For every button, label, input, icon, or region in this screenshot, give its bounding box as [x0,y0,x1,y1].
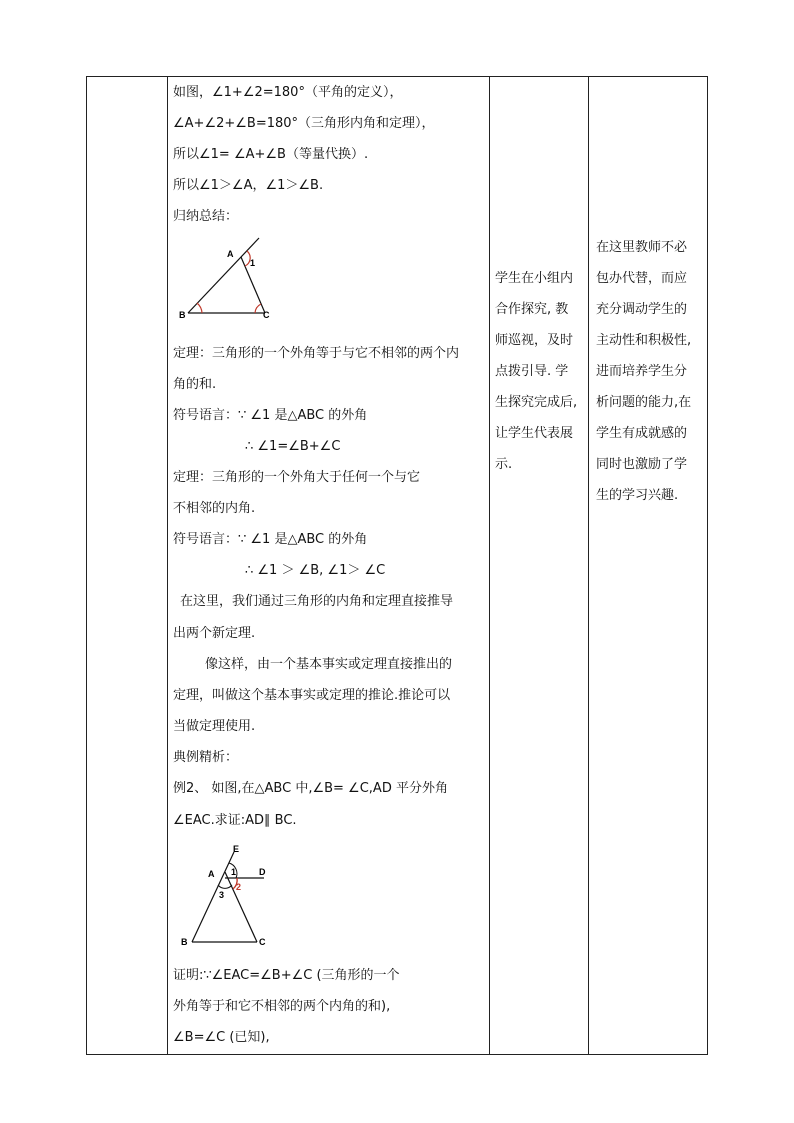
segment-BE [192,852,237,942]
student-activity-line: 师巡视，及时 [495,333,574,348]
student-activity-line: 合作探究, 教 [495,302,569,317]
text-line: 符号语言：∵ ∠1 是△ABC 的外角 [173,408,368,423]
design-intent-line: 在这里教师不必 [596,240,688,255]
design-intent-line: 充分调动学生的 [596,302,688,317]
angle-label-3: 3 [219,890,225,900]
vertex-label-A: A [227,249,234,259]
text-line: 像这样，由一个基本事实或定理直接推出的 [205,657,453,672]
text-line: 在这里，我们通过三角形的内角和定理直接推导 [180,594,454,609]
text-line: 所以∠1= ∠A+∠B（等量代换）. [173,147,369,162]
section-heading: 归纳总结： [173,209,239,224]
angle-label-2: 2 [236,882,242,892]
design-intent-line: 生的学习兴趣. [596,488,679,503]
design-intent-line: 包办代替，而应 [596,271,688,286]
text-line: ∠EAC.求证:AD∥ BC. [173,813,297,828]
triangle-exterior-angle-figure [175,232,275,322]
text-line: 定理：三角形的一个外角大于任何一个与它 [173,470,421,485]
text-line: 出两个新定理. [173,626,256,641]
text-line: ∠B=∠C (已知), [173,1030,270,1045]
angle-mark-3 [218,885,232,888]
section-heading: 典例精析： [173,750,239,765]
table-top-border [86,76,708,77]
column-divider-1 [167,76,168,1055]
vertex-label-A: A [208,869,215,879]
angle-mark-C [255,304,261,313]
student-activity-line: 示. [495,457,513,472]
angle-mark-B [197,303,202,313]
design-intent-line: 析问题的能力,在 [596,395,692,410]
table-left-border [86,76,87,1055]
text-line: 角的和. [173,377,217,392]
vertex-label-B: B [181,937,188,947]
vertex-label-C: C [263,310,270,320]
design-intent-line: 学生有成就感的 [596,426,688,441]
vertex-label-C: C [259,937,266,947]
table-right-border [707,76,708,1055]
text-line: 例2、 如图,在△ABC 中,∠B= ∠C,AD 平分外角 [173,781,448,796]
text-line: ∴ ∠1=∠B+∠C [245,439,341,454]
text-line: ∠A+∠2+∠B=180°（三角形内角和定理）， [173,116,435,131]
table-bottom-border [86,1054,708,1055]
column-divider-2 [489,76,490,1055]
text-line: 定理：三角形的一个外角等于与它不相邻的两个内 [173,346,460,361]
text-line: 符号语言：∵ ∠1 是△ABC 的外角 [173,532,368,547]
angle-label-1: 1 [231,867,237,877]
vertex-label-D: D [259,867,266,877]
angle-label-1: 1 [250,258,256,268]
vertex-label-B: B [179,310,186,320]
vertex-label-E: E [233,844,240,854]
design-intent-line: 进而培养学生分 [596,364,688,379]
design-intent-line: 主动性和积极性, [596,333,692,348]
text-line: 证明:∵∠EAC=∠B+∠C (三角形的一个 [173,968,400,983]
text-line: 所以∠1＞∠A，∠1＞∠B. [173,178,324,193]
design-intent-line: 同时也激励了学 [596,457,688,472]
text-line: 外角等于和它不相邻的两个内角的和), [173,999,391,1014]
text-line: 如图，∠1+∠2=180°（平角的定义）， [173,85,403,100]
text-line: 当做定理使用. [173,719,256,734]
student-activity-line: 让学生代表展 [495,426,574,441]
text-line: 不相邻的内角. [173,501,256,516]
student-activity-line: 生探究完成后, [495,395,578,410]
text-line: ∴ ∠1 ＞ ∠B, ∠1＞ ∠C [245,563,386,578]
student-activity-line: 点拨引导. 学 [495,364,569,379]
student-activity-line: 学生在小组内 [495,271,574,286]
column-divider-3 [588,76,589,1055]
text-line: 定理，叫做这个基本事实或定理的推论.推论可以 [173,688,451,703]
isosceles-triangle-bisector-figure [175,840,275,950]
